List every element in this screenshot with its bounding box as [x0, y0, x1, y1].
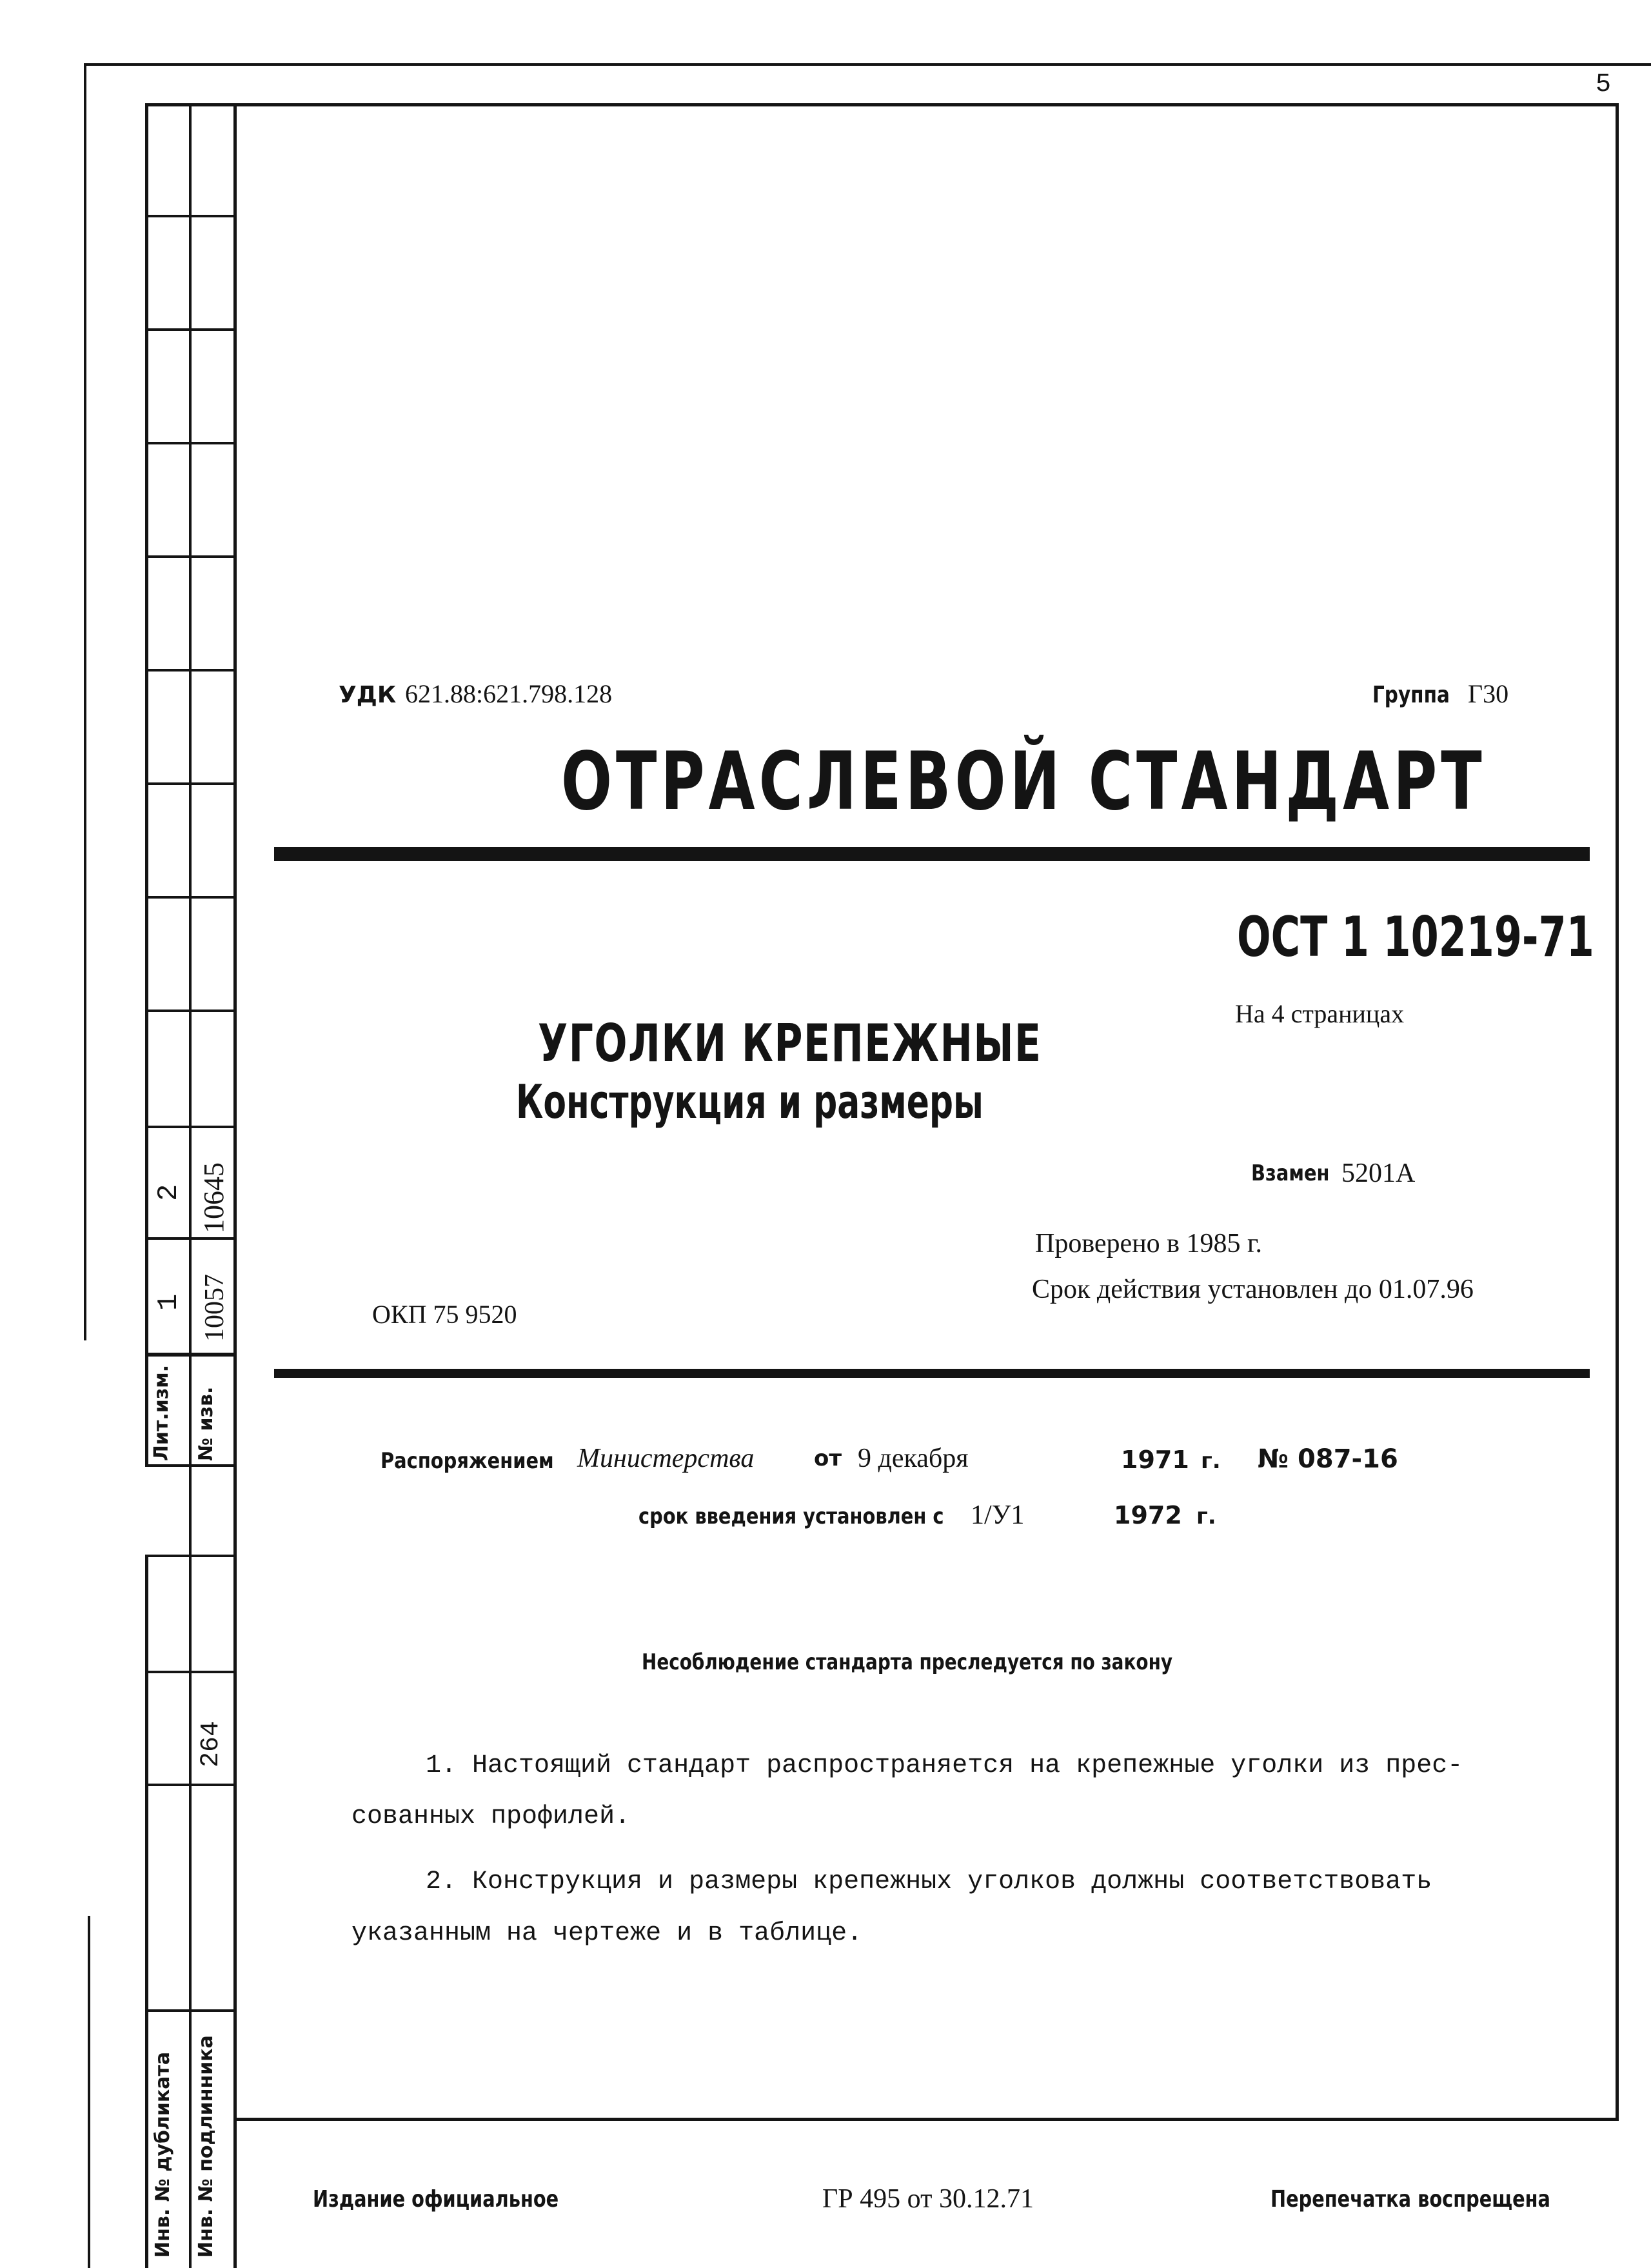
standard-code: ОСТ 1 10219-71: [1237, 905, 1594, 970]
frame-right-border: [1616, 103, 1619, 2119]
intro-year: 1972: [1114, 1501, 1182, 1529]
decree-label: Распоряжением: [381, 1448, 554, 1474]
lit-izm-value-2: 2: [153, 1184, 185, 1201]
no-izv-label: № изв.: [195, 1386, 217, 1461]
margin-grid-line: [145, 669, 235, 671]
document-title: ОТРАСЛЕВОЙ СТАНДАРТ: [561, 735, 1486, 828]
main-field-left-border: [233, 103, 237, 2268]
margin-grid-line: [145, 2009, 235, 2012]
group-label: Группа: [1372, 682, 1450, 708]
decree-from: от: [814, 1446, 842, 1471]
intro-year-suffix: г.: [1196, 1504, 1216, 1529]
replaces-value: 5201А: [1341, 1159, 1416, 1188]
paragraph-1-line-2: сованных профилей.: [351, 1802, 631, 1831]
outer-top-border: [84, 63, 1651, 66]
standard-name: УГОЛКИ КРЕПЕЖНЫЕ: [538, 1013, 1042, 1073]
okp-code: ОКП 75 9520: [372, 1300, 517, 1329]
decree-year: 1971: [1121, 1446, 1189, 1474]
footer-reprint: Перепечатка воспрещена: [1270, 2186, 1550, 2213]
lit-izm-value-1: 1: [153, 1293, 185, 1311]
margin-grid-line: [145, 1555, 235, 1557]
decree-number: № 087-16: [1258, 1444, 1398, 1474]
margin-grid-line: [145, 442, 235, 444]
lit-izm-label: Лит.изм.: [150, 1364, 173, 1461]
paragraph-2-line-1: 2. Конструкция и размеры крепежных уголков должны соответствовать: [426, 1867, 1432, 1896]
pages-count: На 4 страницах: [1235, 999, 1405, 1028]
margin-grid-line: [145, 215, 235, 217]
standard-subtitle: Конструкция и размеры: [516, 1075, 984, 1129]
outer-left-border-lower: [88, 1916, 90, 2268]
margin-grid-line: [145, 1010, 235, 1012]
margin-grid-line: [145, 555, 235, 558]
standard-block-rule: [274, 1369, 1590, 1378]
footer-gr: ГР 495 от 30.12.71: [822, 2184, 1034, 2214]
validity-period: Срок действия установлен до 01.07.96: [1032, 1275, 1474, 1304]
margin-grid-line: [145, 328, 235, 331]
margin-grid-line: [145, 1126, 235, 1128]
no-izv-value-1: 10057: [200, 1274, 230, 1342]
intro-label: срок введения установлен с: [638, 1504, 944, 1529]
decree-ministry: Министерства: [577, 1444, 755, 1473]
outer-left-border: [84, 63, 86, 1340]
margin-grid-line: [145, 896, 235, 899]
margin-grid-line: [145, 1464, 235, 1467]
group-value: Г30: [1468, 679, 1509, 708]
paragraph-2-line-2: указанным на чертеже и в таблице.: [351, 1919, 863, 1948]
page-number: 5: [1596, 70, 1612, 99]
legal-warning: Несоблюдение стандарта преследуется по закону: [642, 1649, 1173, 1675]
frame-left-border-lower: [145, 1555, 148, 2268]
margin-grid-line-thick: [145, 1353, 235, 1357]
inv-podlinnika-label: Инв. № подлинника: [195, 2035, 217, 2258]
footer-separator: [233, 2118, 1619, 2121]
paragraph-1-line-1: 1. Настоящий стандарт распространяется на крепежные уголки из прес-: [426, 1751, 1463, 1780]
decree-year-suffix: г.: [1201, 1448, 1221, 1474]
margin-grid-line: [145, 1237, 235, 1240]
inv-podlinnika-value: 264: [197, 1720, 226, 1767]
decree-date: 9 декабря: [858, 1444, 969, 1473]
margin-grid-line: [145, 1784, 235, 1786]
udk-value: 621.88:621.798.128: [405, 679, 613, 708]
header-thick-rule: [274, 847, 1590, 861]
margin-grid-line: [145, 1671, 235, 1673]
margin-grid-line: [145, 782, 235, 785]
intro-date: 1/У1: [971, 1500, 1025, 1530]
frame-top-border: [145, 103, 1619, 106]
inv-dublikata-label: Инв. № дубликата: [152, 2051, 174, 2258]
udk-label: УДК: [339, 682, 397, 708]
no-izv-value-2: 10645: [198, 1162, 230, 1233]
margin-column-divider: [189, 103, 192, 2268]
footer-edition: Издание официальное: [313, 2186, 559, 2213]
checked-year: Проверено в 1985 г.: [1035, 1229, 1262, 1258]
replaces-label: Взамен: [1251, 1160, 1330, 1186]
